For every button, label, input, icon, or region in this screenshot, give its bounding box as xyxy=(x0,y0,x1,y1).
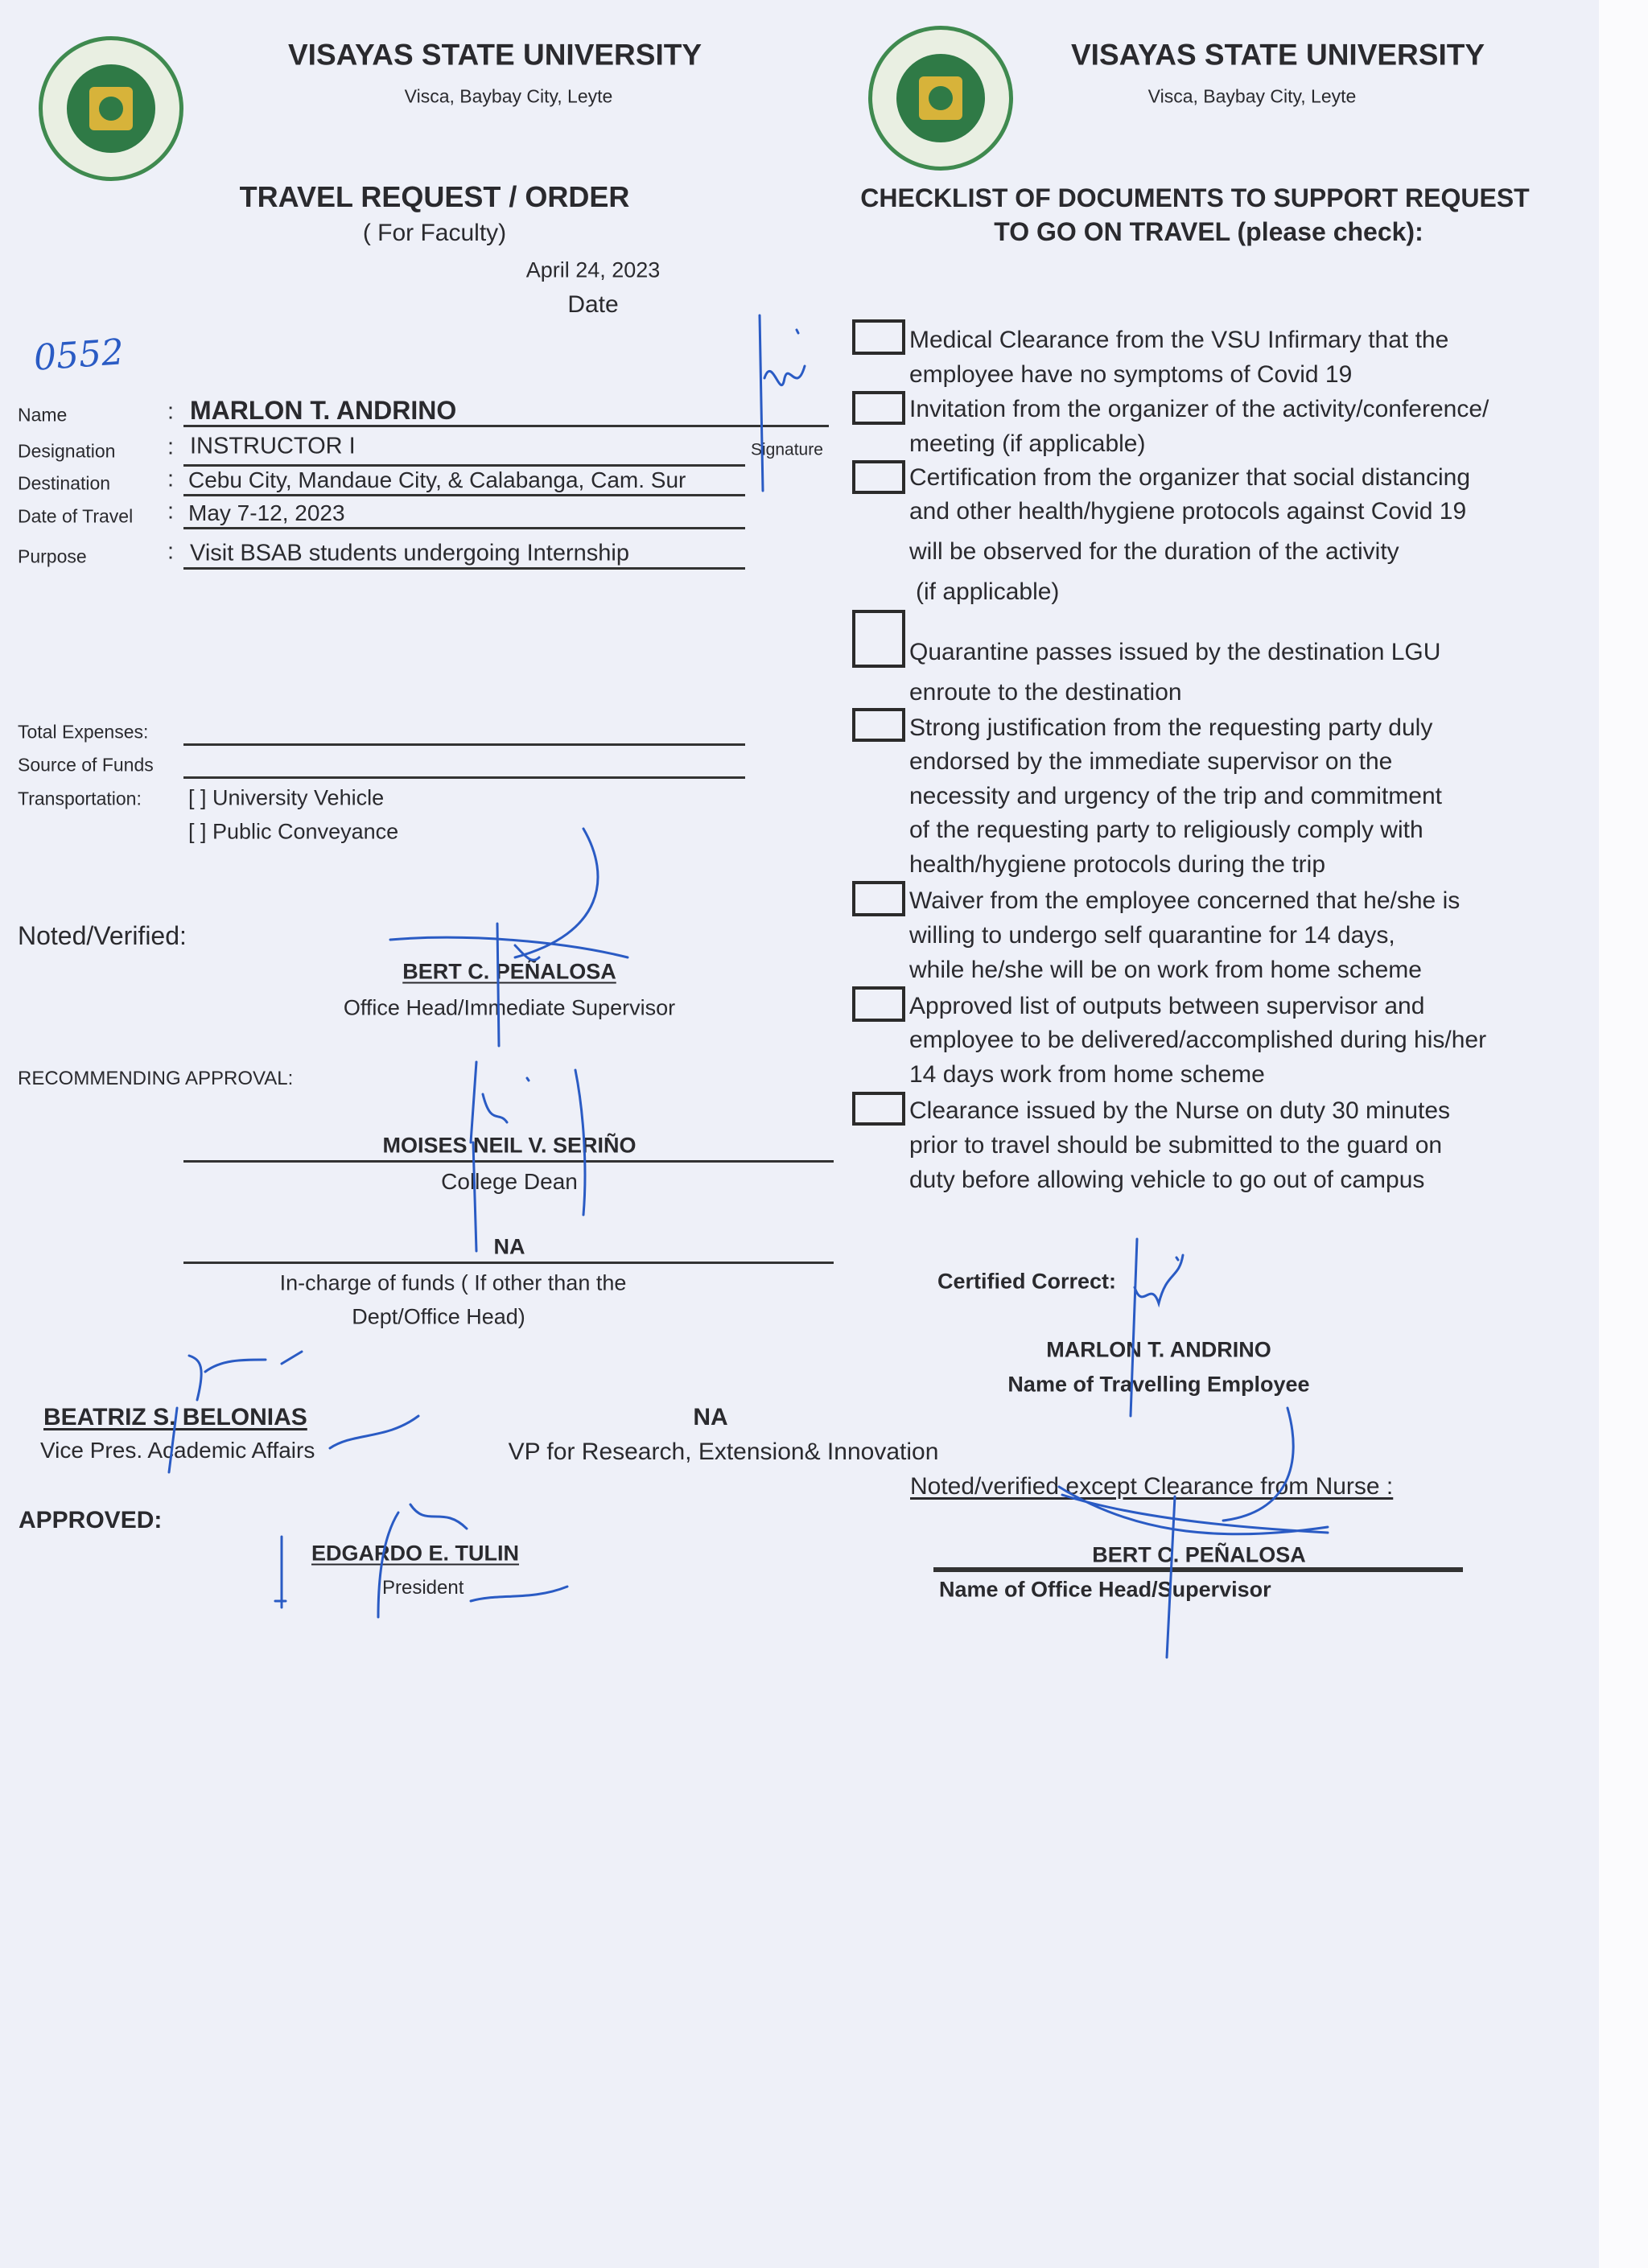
colon: : xyxy=(167,398,175,425)
checklist-item-text: willing to undergo self quarantine for 14 days, xyxy=(909,922,1395,949)
colon: : xyxy=(167,538,175,565)
checklist-item-text: duty before allowing vehicle to go out of campus xyxy=(909,1167,1425,1193)
signature-dean xyxy=(471,1062,585,1251)
checklist-item-text: while he/she will be on work from home scheme xyxy=(909,957,1422,983)
checklist-title-line1: CHECKLIST OF DOCUMENTS TO SUPPORT REQUEST xyxy=(860,183,1530,212)
date-of-travel-value: May 7-12, 2023 xyxy=(188,500,345,525)
checklist-item-text: Strong justification from the requesting party duly xyxy=(909,714,1433,741)
checklist-item-text: Certification from the organizer that social distancing xyxy=(909,464,1471,491)
control-number: 0552 xyxy=(32,331,126,379)
university-name-right: VISAYAS STATE UNIVERSITY xyxy=(1070,38,1485,72)
employee-name: MARLON T. ANDRINO xyxy=(1046,1337,1271,1362)
vpre-title: VP for Research, Extension& Innovation xyxy=(508,1439,939,1465)
checklist-item-text: endorsed by the immediate supervisor on the xyxy=(909,748,1393,775)
transport-university-vehicle[interactable]: [ ] University Vehicle xyxy=(188,785,385,810)
signature-president xyxy=(275,1504,567,1617)
destination-label: Destination xyxy=(18,472,111,494)
checklist-item-text: Clearance issued by the Nurse on duty 30 minutes xyxy=(909,1097,1451,1124)
name-value: MARLON T. ANDRINO xyxy=(190,396,457,425)
checklist-item-text: Waiver from the employee concerned that he/she is xyxy=(909,887,1461,914)
head-title: Name of Office Head/Supervisor xyxy=(939,1577,1271,1602)
checklist-item-text: (if applicable) xyxy=(916,578,1060,605)
checklist-item-text: necessity and urgency of the trip and commitment xyxy=(909,783,1442,809)
signature-employee-certified xyxy=(1131,1239,1183,1416)
destination-value: Cebu City, Mandaue City, & Calabanga, Cam. Sur xyxy=(188,467,686,492)
colon: : xyxy=(167,466,175,492)
university-address-right: Visca, Baybay City, Leyte xyxy=(1147,85,1357,107)
form-title: TRAVEL REQUEST / ORDER xyxy=(239,180,630,213)
colon: : xyxy=(167,434,175,460)
checklist-item-text: meeting (if applicable) xyxy=(909,430,1146,457)
name-label: Name xyxy=(18,404,68,426)
funds-incharge-name: NA xyxy=(493,1234,525,1259)
checklist-item-text: prior to travel should be submitted to the guard on xyxy=(909,1132,1443,1159)
supervisor-title: Office Head/Immediate Supervisor xyxy=(343,995,676,1020)
supervisor-name: BERT C. PEÑALOSA xyxy=(402,959,616,984)
designation-value: INSTRUCTOR I xyxy=(190,433,356,459)
purpose-label: Purpose xyxy=(18,545,87,567)
colon: : xyxy=(167,498,175,525)
total-expenses-label: Total Expenses: xyxy=(18,721,149,743)
funds-title-line2: Dept/Office Head) xyxy=(352,1304,525,1329)
checklist-title-line2: TO GO ON TRAVEL (please check): xyxy=(994,217,1423,246)
signature-label: Signature xyxy=(751,440,823,459)
checklist-item-text: employee to be delivered/accomplished during his/her xyxy=(909,1027,1487,1053)
source-of-funds-label: Source of Funds xyxy=(18,754,154,776)
university-address-left: Visca, Baybay City, Leyte xyxy=(404,85,613,107)
signature-applicant xyxy=(760,315,805,491)
signature-vpaa xyxy=(169,1352,418,1472)
checklist-item-text: Invitation from the organizer of the activity/conference/ xyxy=(909,396,1489,422)
request-date: April 24, 2023 xyxy=(525,257,661,282)
checklist-item-text: 14 days work from home scheme xyxy=(909,1061,1265,1088)
checklist-item-text: employee have no symptoms of Covid 19 xyxy=(909,361,1353,388)
certified-correct-label: Certified Correct: xyxy=(937,1269,1117,1294)
signature-head xyxy=(1059,1408,1328,1657)
president-name: EDGARDO E. TULIN xyxy=(311,1541,520,1566)
university-name-left: VISAYAS STATE UNIVERSITY xyxy=(287,38,702,72)
dean-name: MOISES NEIL V. SERIÑO xyxy=(382,1133,637,1158)
employee-title: Name of Travelling Employee xyxy=(1007,1372,1310,1397)
checklist-item-text: Quarantine passes issued by the destination LGU xyxy=(909,639,1441,665)
checklist-item-text: health/hygiene protocols during the trip xyxy=(909,851,1326,878)
checklist-item-text: of the requesting party to religiously comply with xyxy=(909,817,1423,843)
checklist-item-text: enroute to the destination xyxy=(909,679,1182,706)
vpaa-title: Vice Pres. Academic Affairs xyxy=(40,1438,315,1463)
transport-public-conveyance[interactable]: [ ] Public Conveyance xyxy=(188,819,399,844)
transportation-label: Transportation: xyxy=(18,788,142,809)
checklist-item-text: Approved list of outputs between supervisor and xyxy=(909,993,1425,1019)
signature-supervisor xyxy=(390,829,628,1046)
head-name: BERT C. PEÑALOSA xyxy=(1092,1542,1306,1567)
vpre-name: NA xyxy=(693,1404,728,1430)
date-label: Date xyxy=(567,291,619,318)
form-subtitle: ( For Faculty) xyxy=(362,220,507,246)
noted-verified-label: Noted/Verified: xyxy=(18,921,187,950)
dean-title: College Dean xyxy=(441,1169,578,1194)
checklist-item-text: and other health/hygiene protocols against Covid 19 xyxy=(909,498,1467,525)
noted-except-nurse-label: Noted/verified except Clearance from Nurse : xyxy=(910,1473,1394,1500)
checklist-item-text: Medical Clearance from the VSU Infirmary that the xyxy=(909,327,1449,353)
purpose-value: Visit BSAB students undergoing Internship xyxy=(190,540,629,566)
president-title: President xyxy=(382,1577,464,1599)
checklist-item-text: will be observed for the duration of the activity xyxy=(909,538,1399,565)
funds-title-line1: In-charge of funds ( If other than the xyxy=(279,1270,627,1295)
designation-label: Designation xyxy=(18,440,116,462)
approved-label: APPROVED: xyxy=(19,1507,163,1533)
date-of-travel-label: Date of Travel xyxy=(18,505,134,527)
vpaa-name: BEATRIZ S. BELONIAS xyxy=(43,1404,307,1430)
recommending-approval-label: RECOMMENDING APPROVAL: xyxy=(18,1068,294,1089)
